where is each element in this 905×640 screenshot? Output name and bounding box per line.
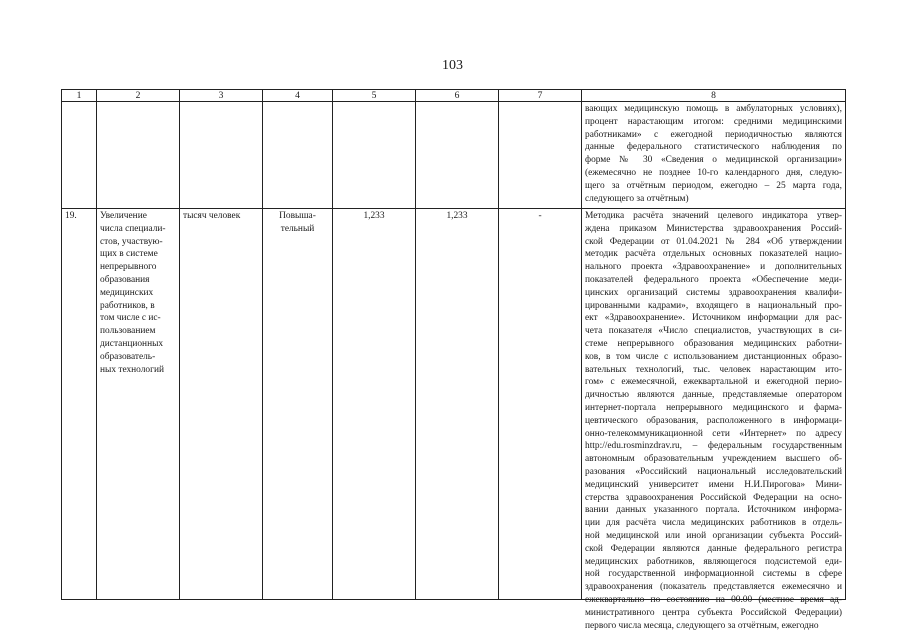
- text-line: щего за отчётным периодом, ежегодно – 25 марта года,: [585, 180, 842, 191]
- row-number: 19.: [62, 209, 97, 600]
- text-line: ной медицинской или иной организации субъекта Россий-: [585, 530, 842, 541]
- col-header-4: 4: [263, 90, 333, 102]
- text-line: ежеквартально по состоянию на 00.00 (местное время ад-: [585, 594, 842, 605]
- empty-cell: [499, 102, 582, 209]
- text-line: медицинских работников, являющегося подсистемой еди-: [585, 556, 842, 567]
- indicator-name: [97, 209, 180, 600]
- text-line: работниками» с ежегодной периодичностью являются: [585, 129, 842, 140]
- page-number: 103: [442, 58, 463, 73]
- text-line: цированными кадрами», входящего в национальный про-: [585, 300, 842, 311]
- indicators-table: [61, 89, 846, 631]
- text-line: разования «Российский национальный исследовательский: [585, 466, 842, 477]
- text-line: данные федерального статистического наблюдения по: [585, 142, 842, 153]
- col-header-6: 6: [416, 90, 499, 102]
- methodology-text: [582, 209, 846, 631]
- text-line: стерства здравоохранения Российской Федерации на осно-: [585, 492, 842, 503]
- name-line: работников, в: [100, 300, 155, 311]
- text-line: онно-телекоммуникационной сети «Интернет» по адресу: [585, 428, 842, 439]
- name-line: числа специали-: [100, 223, 166, 234]
- value-col7: -: [499, 209, 582, 600]
- empty-cell: [263, 102, 333, 209]
- text-line: ков, в том числе с использованием дистанционных образо-: [585, 351, 842, 362]
- text-line: цинских организаций системы здравоохранения квалифи-: [585, 287, 842, 298]
- continuation-method-text: [582, 102, 846, 209]
- text-line: здравоохранения (показатель представляется ежемесячно и: [585, 582, 842, 593]
- text-line: вании данных указанного портала. Источником информа-: [585, 505, 842, 516]
- text-line: следующего за отчётным): [585, 193, 689, 204]
- name-line: щих в системе: [100, 249, 158, 260]
- empty-cell: [180, 102, 263, 209]
- text-line: (ежемесячно не позднее 10-го календарного дня, следую-: [585, 167, 842, 178]
- type-line: Повыша-: [279, 211, 316, 221]
- text-line: дичностью являются данные, представляемые оператором: [585, 390, 842, 401]
- name-line: медицинских: [100, 287, 154, 298]
- col-header-2: 2: [97, 90, 180, 102]
- text-line: ской Федерации от 01.04.2021 № 284 «Об утверждении: [585, 236, 842, 247]
- text-line: нального проекта «Здравоохранение» и дополнительных: [585, 262, 842, 273]
- empty-cell: [333, 102, 416, 209]
- unit-of-measure: тысяч человек: [180, 209, 263, 600]
- text-line: вательных технологий, тыс. человек нарастающим ито-: [585, 364, 842, 375]
- text-line: интернет-портала непрерывного медицинского и фарма-: [585, 402, 842, 413]
- text-line: цевтического образования, расположенного в информаци-: [585, 415, 842, 426]
- name-line: образования: [100, 274, 150, 285]
- name-line: образователь-: [100, 351, 156, 362]
- text-line: ции для расчёта числа медицинских работников в отдель-: [585, 518, 842, 529]
- column-number-row: [62, 90, 846, 102]
- text-line: ной государственной информационной системы в сфере: [585, 569, 842, 580]
- name-line: ных технологий: [100, 364, 164, 375]
- text-line: Методика расчёта значений целевого индикатора утвер-: [585, 211, 842, 221]
- text-line: первого числа месяца, следующего за отчётным, ежегодно: [585, 620, 819, 631]
- text-line: http://edu.rosminzdrav.ru, – федеральным государственным: [585, 441, 842, 452]
- text-line: показателей федерального проекта «Обеспечение меди-: [585, 274, 842, 285]
- text-line: чета показателя «Число специалистов, участвующих в си-: [585, 326, 842, 337]
- empty-cell: [416, 102, 499, 209]
- indicator-type: [263, 209, 333, 600]
- empty-cell: [97, 102, 180, 209]
- table-row-19: [62, 209, 846, 600]
- col-header-7: 7: [499, 90, 582, 102]
- name-line: непрерывного: [100, 262, 157, 273]
- empty-cell: [62, 102, 97, 209]
- value-col6: 1,233: [416, 209, 499, 600]
- text-line: вающих медицинскую помощь в амбулаторных условиях),: [585, 104, 842, 114]
- text-line: процент нарастающим итогом: средними медицинскими: [585, 116, 842, 127]
- table-row-continuation: [62, 102, 846, 209]
- text-line: методик расчёта отдельных основных показателей нацио-: [585, 249, 842, 260]
- name-line: дистанционных: [100, 338, 164, 349]
- col-header-3: 3: [180, 90, 263, 102]
- text-line: автономным образовательным учреждением высшего об-: [585, 454, 842, 465]
- text-line: министративного центра субъекта Российской Федерации): [585, 607, 842, 618]
- text-line: медицинский университет имени Н.И.Пирогова» Мини-: [585, 479, 842, 490]
- col-header-8: 8: [582, 90, 846, 102]
- name-line: Увеличение: [100, 211, 147, 221]
- type-line: тельный: [280, 223, 315, 234]
- text-line: ской Федерации являются данные федерального регистра: [585, 543, 842, 554]
- col-header-1: 1: [62, 90, 97, 102]
- text-line: стеме непрерывного образования медицинских работни-: [585, 338, 842, 349]
- name-line: пользованием: [100, 326, 156, 337]
- text-line: ект «Здравоохранение». Источником информации для рас-: [585, 313, 842, 324]
- col-header-5: 5: [333, 90, 416, 102]
- text-line: гом» с ежемесячной, ежеквартальной и ежегодной перио-: [585, 377, 842, 388]
- name-line: том числе с ис-: [100, 313, 161, 324]
- text-line: ждена приказом Министерства здравоохранения Россий-: [585, 223, 842, 234]
- text-line: форме № 30 «Сведения о медицинской организации»: [585, 155, 842, 166]
- value-col5: 1,233: [333, 209, 416, 600]
- name-line: стов, участвую-: [100, 236, 163, 247]
